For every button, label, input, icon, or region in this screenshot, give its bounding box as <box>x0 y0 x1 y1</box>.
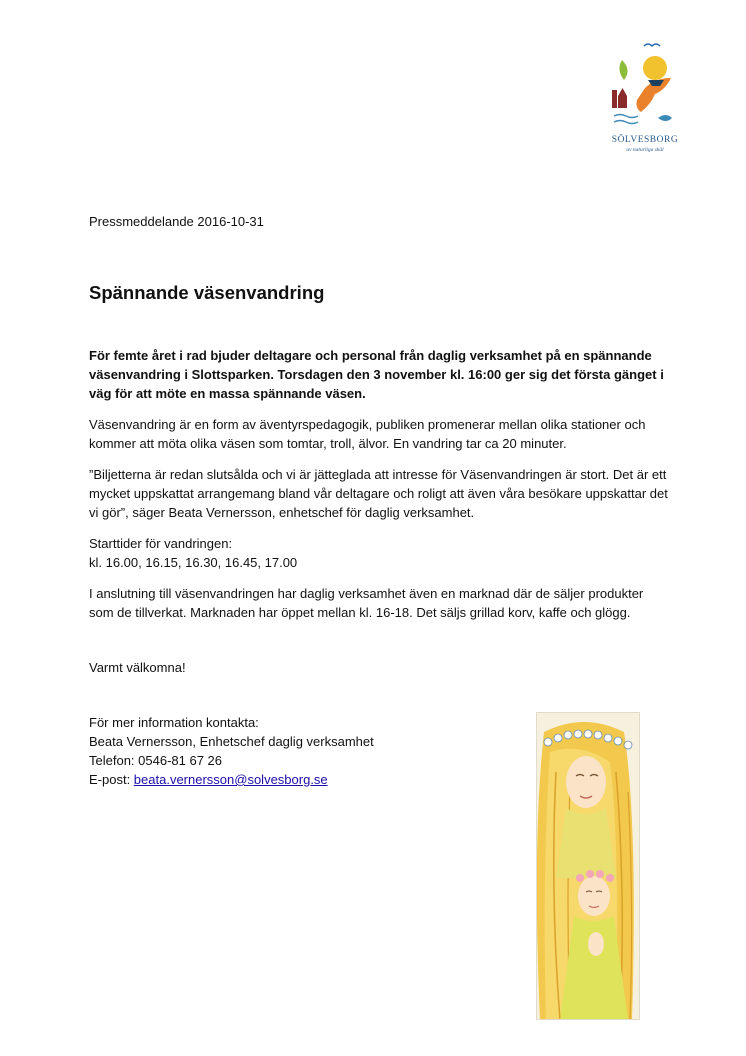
paragraph-1: Väsenvandring är en form av äventyrspedagogik, publiken promenerar mellan olika stationer och kommer att möta olika väsen som tomtar, troll, älvor. En vandring tar ca 20 minuter. <box>89 417 646 451</box>
solvesborg-emblem-icon <box>600 40 690 135</box>
fairy-illustration <box>536 712 640 1020</box>
press-release-date: Pressmeddelande 2016-10-31 <box>89 214 264 229</box>
email-label: E-post: <box>89 772 134 787</box>
logo-tagline: av naturliga skäl <box>626 147 664 153</box>
start-times-block <box>89 534 669 572</box>
contact-phone: Telefon: 0546-81 67 26 <box>89 753 222 768</box>
quote-paragraph: ”Biljetterna är redan slutsålda och vi är jätteglada att intresse för Väsenvandringen är stort. Det är ett mycket uppskattat arrangemang bland vår deltagare och roligt att även våra besökare uppskattar det vi gör”, säger Beata Vernersson, enhetschef för daglig verksamhet. <box>89 467 668 520</box>
start-times-list: kl. 16.00, 16.15, 16.30, 16.45, 17.00 <box>89 555 298 570</box>
logo-name: SÖLVESBORG <box>611 135 679 145</box>
welcome-text: Varmt välkomna! <box>89 660 186 675</box>
contact-heading: För mer information kontakta: <box>89 715 259 730</box>
municipality-logo <box>600 40 690 160</box>
contact-person: Beata Vernersson, Enhetschef daglig verksamhet <box>89 734 374 749</box>
paragraph-3: I anslutning till väsenvandringen har daglig verksamhet även en marknad där de säljer produkter som de tillverkat. Marknaden har öppet mellan kl. 16-18. Det säljs grillad korv, kaffe och glögg. <box>89 586 644 620</box>
fairy-drawing-icon <box>536 712 640 1020</box>
email-link[interactable]: beata.vernersson@solvesborg.se <box>133 772 328 787</box>
lead-paragraph: För femte året i rad bjuder deltagare och personal från daglig verksamhet på en spännande väsenvandring i Slottsparken. Torsdagen den 3 november kl. 16:00 ger sig det första gänget i väg för att möte en massa spännande väsen. <box>89 348 664 401</box>
start-times-heading: Starttider för vandringen: <box>89 536 233 551</box>
page-title: Spännande väsenvandring <box>89 282 325 303</box>
